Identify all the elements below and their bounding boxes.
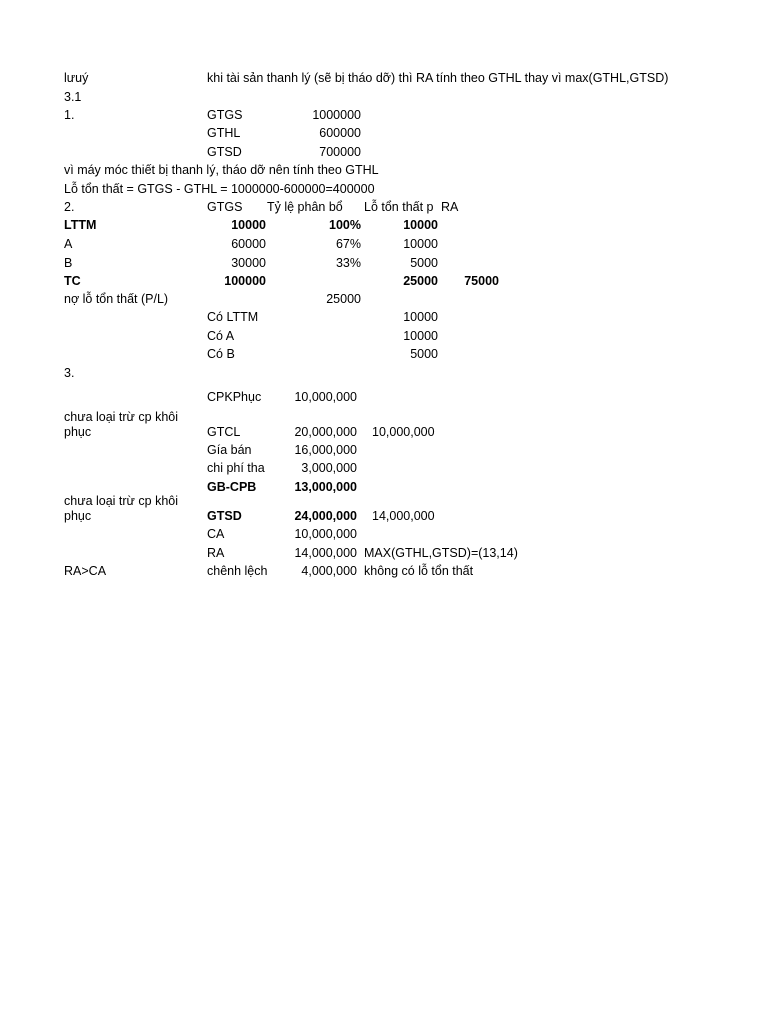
section-title-3: 3. <box>64 366 75 380</box>
gtcl-name: GTCL <box>207 425 241 439</box>
ca-name: CA <box>207 527 225 541</box>
row-name: TC <box>64 274 81 288</box>
ca-value: 10,000,000 <box>294 527 357 541</box>
header-loss: Lỗ tổn thất p <box>364 200 434 214</box>
cpk-name: CPKPhục <box>207 390 262 404</box>
row-ratio: 33% <box>335 256 361 270</box>
row-name: A <box>64 237 73 251</box>
ra-formula: MAX(GTHL,GTSD)=(13,14) <box>364 546 518 560</box>
gtsd-name: GTSD <box>207 509 242 523</box>
credit-value: 5000 <box>410 347 438 361</box>
note-not-excluded: chưa loại trừ cp khôi phục <box>64 410 179 439</box>
gia-ban-name: Gía bán <box>207 443 252 457</box>
step2-label: 2. <box>64 200 75 214</box>
credit-name: Có A <box>207 329 235 343</box>
chi-phi-name: chi phí tha <box>207 461 265 475</box>
header-ra: RA <box>441 200 459 214</box>
row-ratio: 100% <box>329 218 361 232</box>
row-gtgs: 10000 <box>231 218 266 232</box>
cell-value: 1000000 <box>312 108 361 122</box>
row-ra: 75000 <box>464 274 499 288</box>
gb-cpb-value: 13,000,000 <box>294 480 357 494</box>
credit-name: Có LTTM <box>207 310 259 324</box>
cell-name: GTGS <box>207 108 243 122</box>
row-loss: 25000 <box>403 274 438 288</box>
cpk-value: 10,000,000 <box>294 390 357 404</box>
row-loss: 10000 <box>403 218 438 232</box>
gtsd-value: 24,000,000 <box>294 509 357 523</box>
debit-label: nợ lỗ tổn thất (P/L) <box>64 292 169 306</box>
row-loss: 10000 <box>403 237 438 251</box>
section-title-3-1: 3.1 <box>64 90 82 104</box>
step1-label: 1. <box>64 108 75 122</box>
cell-name: GTSD <box>207 145 242 159</box>
explain-line-1: vì máy móc thiết bị thanh lý, tháo dỡ nên tính theo GTHL <box>64 163 379 177</box>
header-ratio: Tỷ lệ phân bổ <box>267 200 343 214</box>
gb-cpb-name: GB-CPB <box>207 480 257 494</box>
ra-value: 14,000,000 <box>294 546 357 560</box>
gtcl-extra: 10,000,000 <box>372 425 435 439</box>
row-ratio: 67% <box>335 237 361 251</box>
row-name: B <box>64 256 73 270</box>
ra-name: RA <box>207 546 225 560</box>
row-name: LTTM <box>64 218 97 232</box>
compare-label: RA>CA <box>64 564 107 578</box>
chi-phi-value: 3,000,000 <box>301 461 357 475</box>
cell-value: 700000 <box>319 145 361 159</box>
difference-name: chênh lệch <box>207 564 268 578</box>
note-label: lưuý <box>64 71 89 85</box>
gtsd-extra: 14,000,000 <box>372 509 435 523</box>
row-gtgs: 100000 <box>224 274 266 288</box>
credit-value: 10000 <box>403 329 438 343</box>
row-gtgs: 60000 <box>231 237 266 251</box>
debit-value: 25000 <box>326 292 361 306</box>
gtcl-value: 20,000,000 <box>294 425 357 439</box>
cell-value: 600000 <box>319 126 361 140</box>
credit-value: 10000 <box>403 310 438 324</box>
explain-line-2: Lỗ tổn thất = GTGS - GTHL = 1000000-600000=400000 <box>64 182 375 196</box>
cell-name: GTHL <box>207 126 241 140</box>
difference-value: 4,000,000 <box>301 564 357 578</box>
note-text: khi tài sản thanh lý (sẽ bị tháo dỡ) thì RA tính theo GTHL thay vì max(GTHL,GTSD) <box>207 71 669 85</box>
header-gtgs: GTGS <box>207 200 243 214</box>
row-gtgs: 30000 <box>231 256 266 270</box>
note-not-excluded: chưa loại trừ cp khôi phục <box>64 494 179 523</box>
row-loss: 5000 <box>410 256 438 270</box>
credit-name: Có B <box>207 347 235 361</box>
gia-ban-value: 16,000,000 <box>294 443 357 457</box>
conclusion-text: không có lỗ tổn thất <box>364 564 474 578</box>
